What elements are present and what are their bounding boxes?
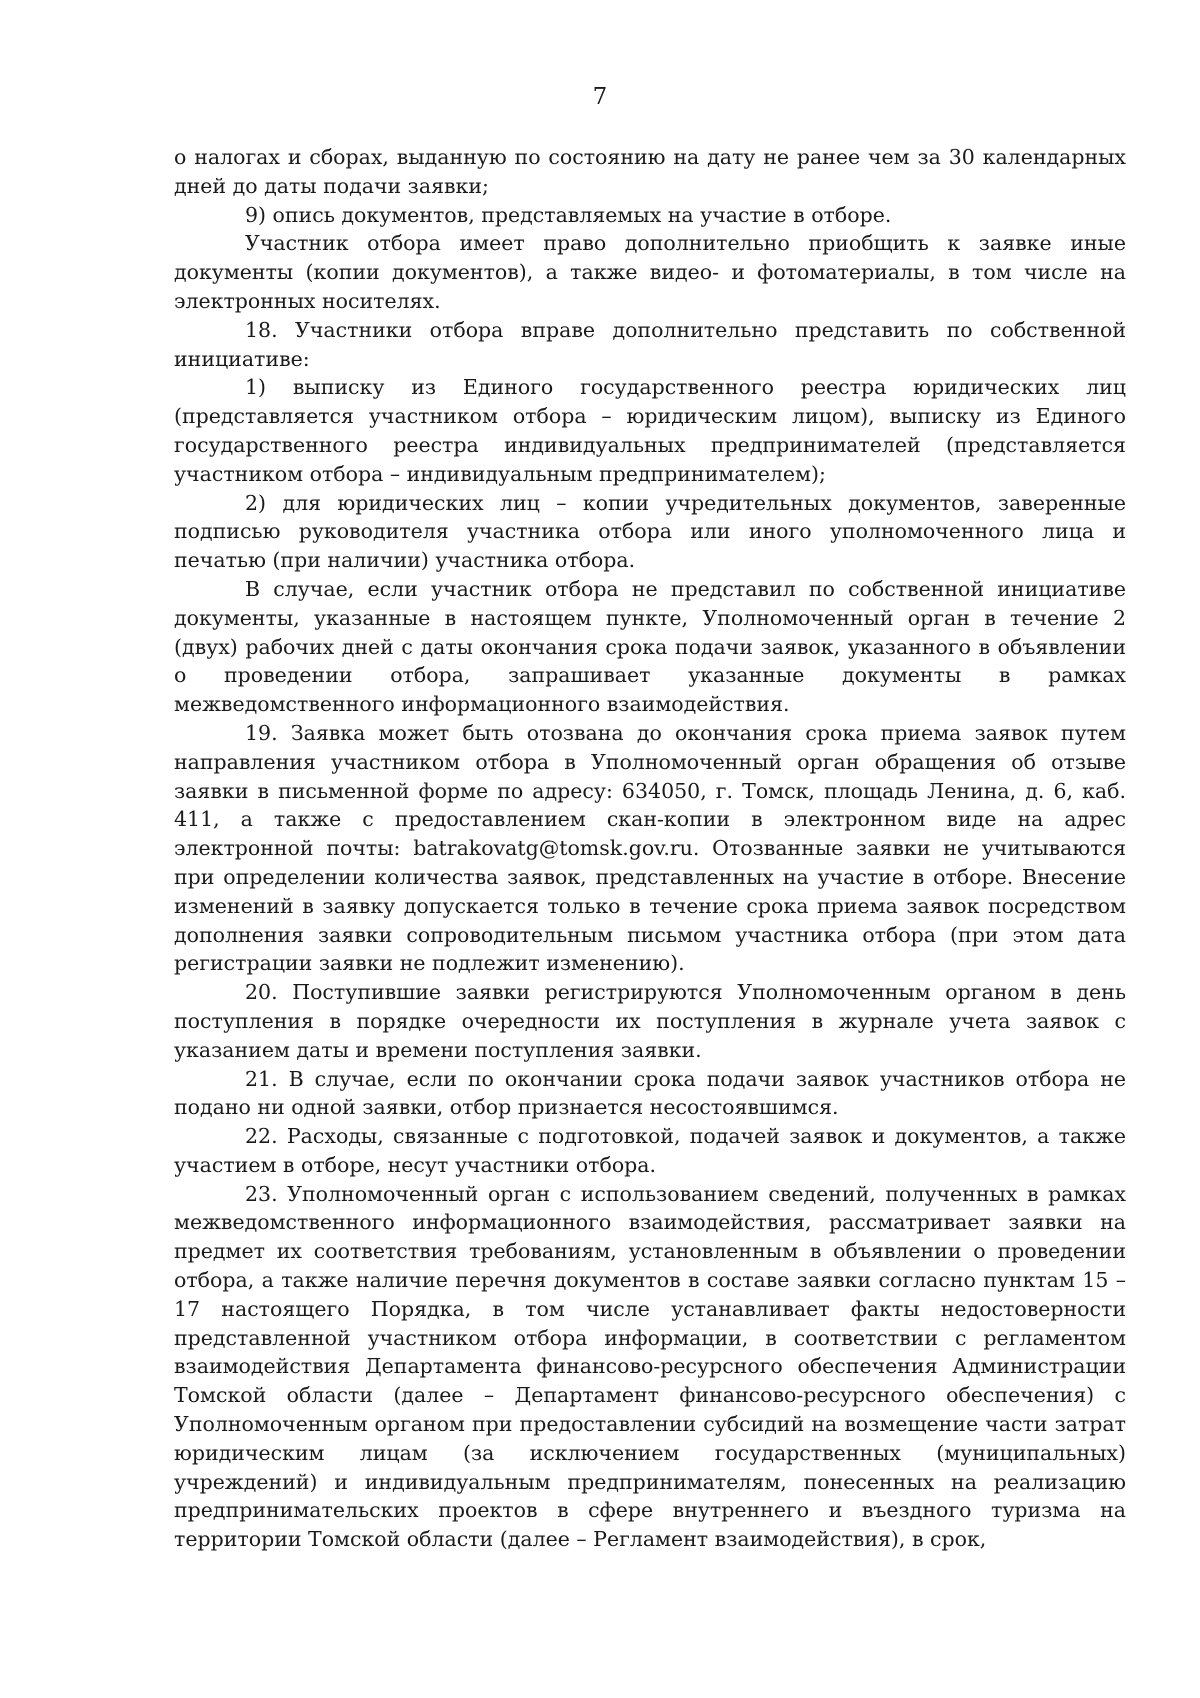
paragraph-23: 23. Уполномоченный орган с использованием сведений, полученных в рамках межведомственного информационного взаимодействия, рассматривает заявки на предмет их соответствия требованиям, установленным в объявлении о проведении отбора, а также наличие перечня документов в составе заявки согласно пунктам 15 – 17 настоящего Порядка, в том числе устанавливает факты недостоверности представленной участником отбора информации, в соответствии с регламентом взаимодействия Департамента финансово-ресурсного обеспечения Администрации Томской области (далее – Департамент финансово-ресурсного обеспечения) с Уполномоченным органом при предоставлении субсидий на возмещение части затрат юридическим лицам (за исключением государственных (муниципальных) учреждений) и индивидуальным предпринимателям, понесенных на реализацию предпринимательских проектов в сфере внутреннего и въездного туризма на территории Томской области (далее – Регламент взаимодействия), в срок, bbox=[174, 1181, 1126, 1552]
paragraph-18: 18. Участники отбора вправе дополнительно представить по собственной инициативе: bbox=[174, 317, 1126, 371]
paragraph-18-item-1: 1) выписку из Единого государственного реестра юридических лиц (представляется участником отбора – юридическим лицом), выписку из Единого государственного реестра индивидуальных предпринимателей (представляется участником отбора – индивидуальным предпринимателем); bbox=[174, 375, 1126, 486]
document-body bbox=[174, 143, 1126, 1554]
paragraph-additional-documents: Участник отбора имеет право дополнительно приобщить к заявке иные документы (копии документов), а также видео- и фотоматериалы, в том числе на электронных носителях. bbox=[174, 231, 1126, 313]
paragraph-21: 21. В случае, если по окончании срока подачи заявок участников отбора не подано ни одной заявки, отбор признается несостоявшимся. bbox=[174, 1066, 1126, 1120]
page-number: 7 bbox=[592, 84, 608, 110]
paragraph-18-item-2: 2) для юридических лиц – копии учредительных документов, заверенные подписью руководителя участника отбора или иного уполномоченного лица и печатью (при наличии) участника отбора. bbox=[174, 490, 1126, 573]
paragraph-22: 22. Расходы, связанные с подготовкой, подачей заявок и документов, а также участием в отборе, несут участники отбора. bbox=[174, 1124, 1126, 1177]
paragraph-20: 20. Поступившие заявки регистрируются Уполномоченным органом в день поступления в порядке очередности их поступления в журнале учета заявок с указанием даты и времени поступления заявки. bbox=[174, 980, 1126, 1062]
paragraph-19: 19. Заявка может быть отозвана до окончания срока приема заявок путем направления участником отбора в Уполномоченный орган обращения об отзыве заявки в письменной форме по адресу: 634050, г. Томск, площадь Ленина, д. 6, каб. 411, а также с предоставлением скан-копии в электронном виде на адрес электронной почты: batrakovatg@tomsk.gov.ru. Отозванные заявки не учитываются при определении количества заявок, представленных на участие в отборе. Внесение изменений в заявку допускается только в течение срока приема заявок посредством дополнения заявки сопроводительным письмом участника отбора (при этом дата регистрации заявки не подлежит изменению). bbox=[174, 720, 1126, 976]
paragraph-18-request: В случае, если участник отбора не представил по собственной инициативе документы, указанные в настоящем пункте, Уполномоченный орган в течение 2 (двух) рабочих дней с даты окончания срока подачи заявок, указанного в объявлении о проведении отбора, запрашивает указанные документы в рамках межведомственного информационного взаимодействия. bbox=[174, 576, 1126, 717]
paragraph-item-9: 9) опись документов, представляемых на участие в отборе. bbox=[245, 202, 892, 227]
paragraph-continuation: о налогах и сборах, выданную по состоянию на дату не ранее чем за 30 календарных дней до даты подачи заявки; bbox=[174, 145, 1126, 198]
